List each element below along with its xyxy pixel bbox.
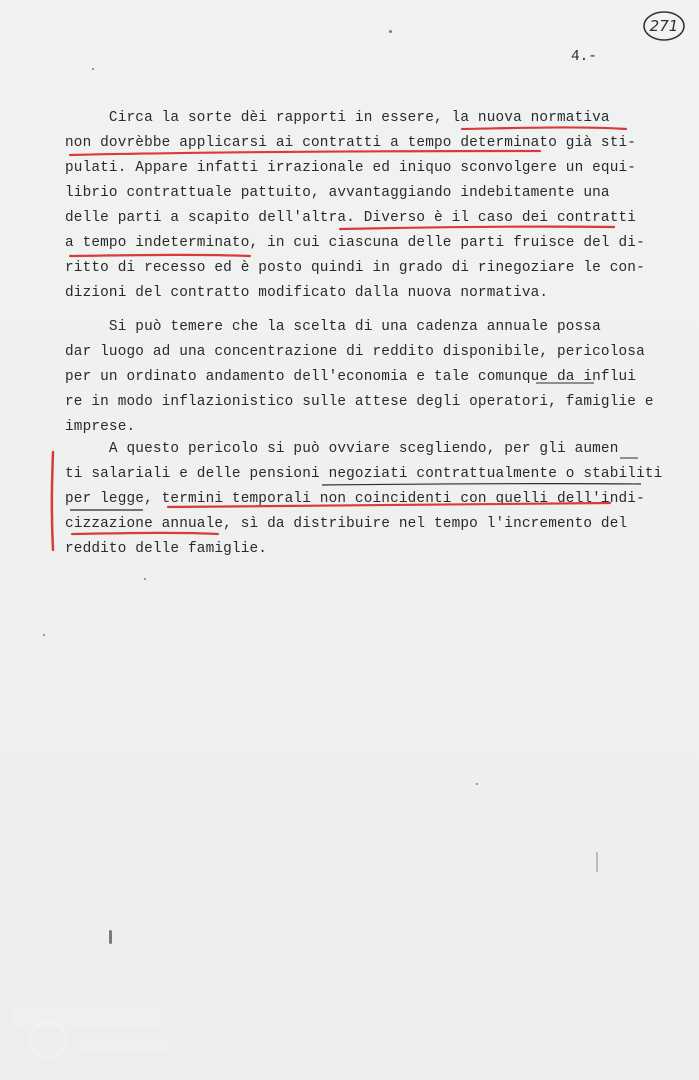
text-line: pulati. Appare infatti irrazionale ed iniquo sconvolgere un equi- [65, 160, 637, 176]
text-line: per un ordinato andamento dell'economia e tale comunque da influi [65, 369, 637, 385]
red-underline [462, 127, 626, 129]
archive-watermark [8, 1000, 178, 1062]
text-line: reddito delle famiglie. [65, 541, 268, 557]
text-line: re in modo inflazionistico sulle attese degli operatori, famiglie e [65, 394, 654, 410]
text-line: ti salariali e delle pensioni negoziati contrattualmente o stabiliti [65, 466, 663, 482]
text-line: imprese. [65, 419, 136, 435]
scan-speck [92, 68, 94, 70]
scan-speck [43, 634, 45, 636]
text-line: dar luogo ad una concentrazione di reddito disponibile, pericolosa [65, 344, 645, 360]
scan-speck [109, 930, 112, 944]
red-underline [340, 227, 614, 229]
text-line: delle parti a scapito dell'altra. Diverso è il caso dei contratti [65, 210, 637, 226]
text-line: Circa la sorte dèi rapporti in essere, la nuova normativa [65, 110, 610, 126]
watermark-logo-icon [8, 1000, 178, 1062]
red-margin-bar [52, 452, 53, 550]
text-line: dizioni del contratto modificato dalla nuova normativa. [65, 285, 549, 301]
text-line: cizzazione annuale, sì da distribuire nel tempo l'incremento del [65, 516, 628, 532]
scan-speck [389, 30, 392, 33]
text-line: non dovrèbbe applicarsi ai contratti a tempo determinato già sti- [65, 135, 637, 151]
red-underline [70, 151, 540, 155]
red-underline [168, 503, 610, 507]
scan-speck [476, 783, 478, 785]
text-line: ritto di recesso ed è posto quindi in grado di rinegoziare le con- [65, 260, 645, 276]
ink-underline [322, 484, 641, 485]
text-line: librio contrattuale pattuito, avvantaggiando indebitamente una [65, 185, 610, 201]
text-line: Si può temere che la scelta di una cadenza annuale possa [65, 319, 601, 335]
folio-number: 271 [649, 17, 679, 35]
red-underline [72, 533, 218, 534]
text-line: per legge, termini temporali non coincidenti con quelli dell'indi- [65, 491, 645, 507]
text-line: a tempo indeterminato, in cui ciascuna delle parti fruisce del di- [65, 235, 645, 251]
scan-speck [144, 578, 146, 580]
text-line: A questo pericolo si può ovviare scegliendo, per gli aumen [65, 441, 619, 457]
red-underline [70, 255, 250, 256]
page-number: 4.- [571, 49, 597, 65]
